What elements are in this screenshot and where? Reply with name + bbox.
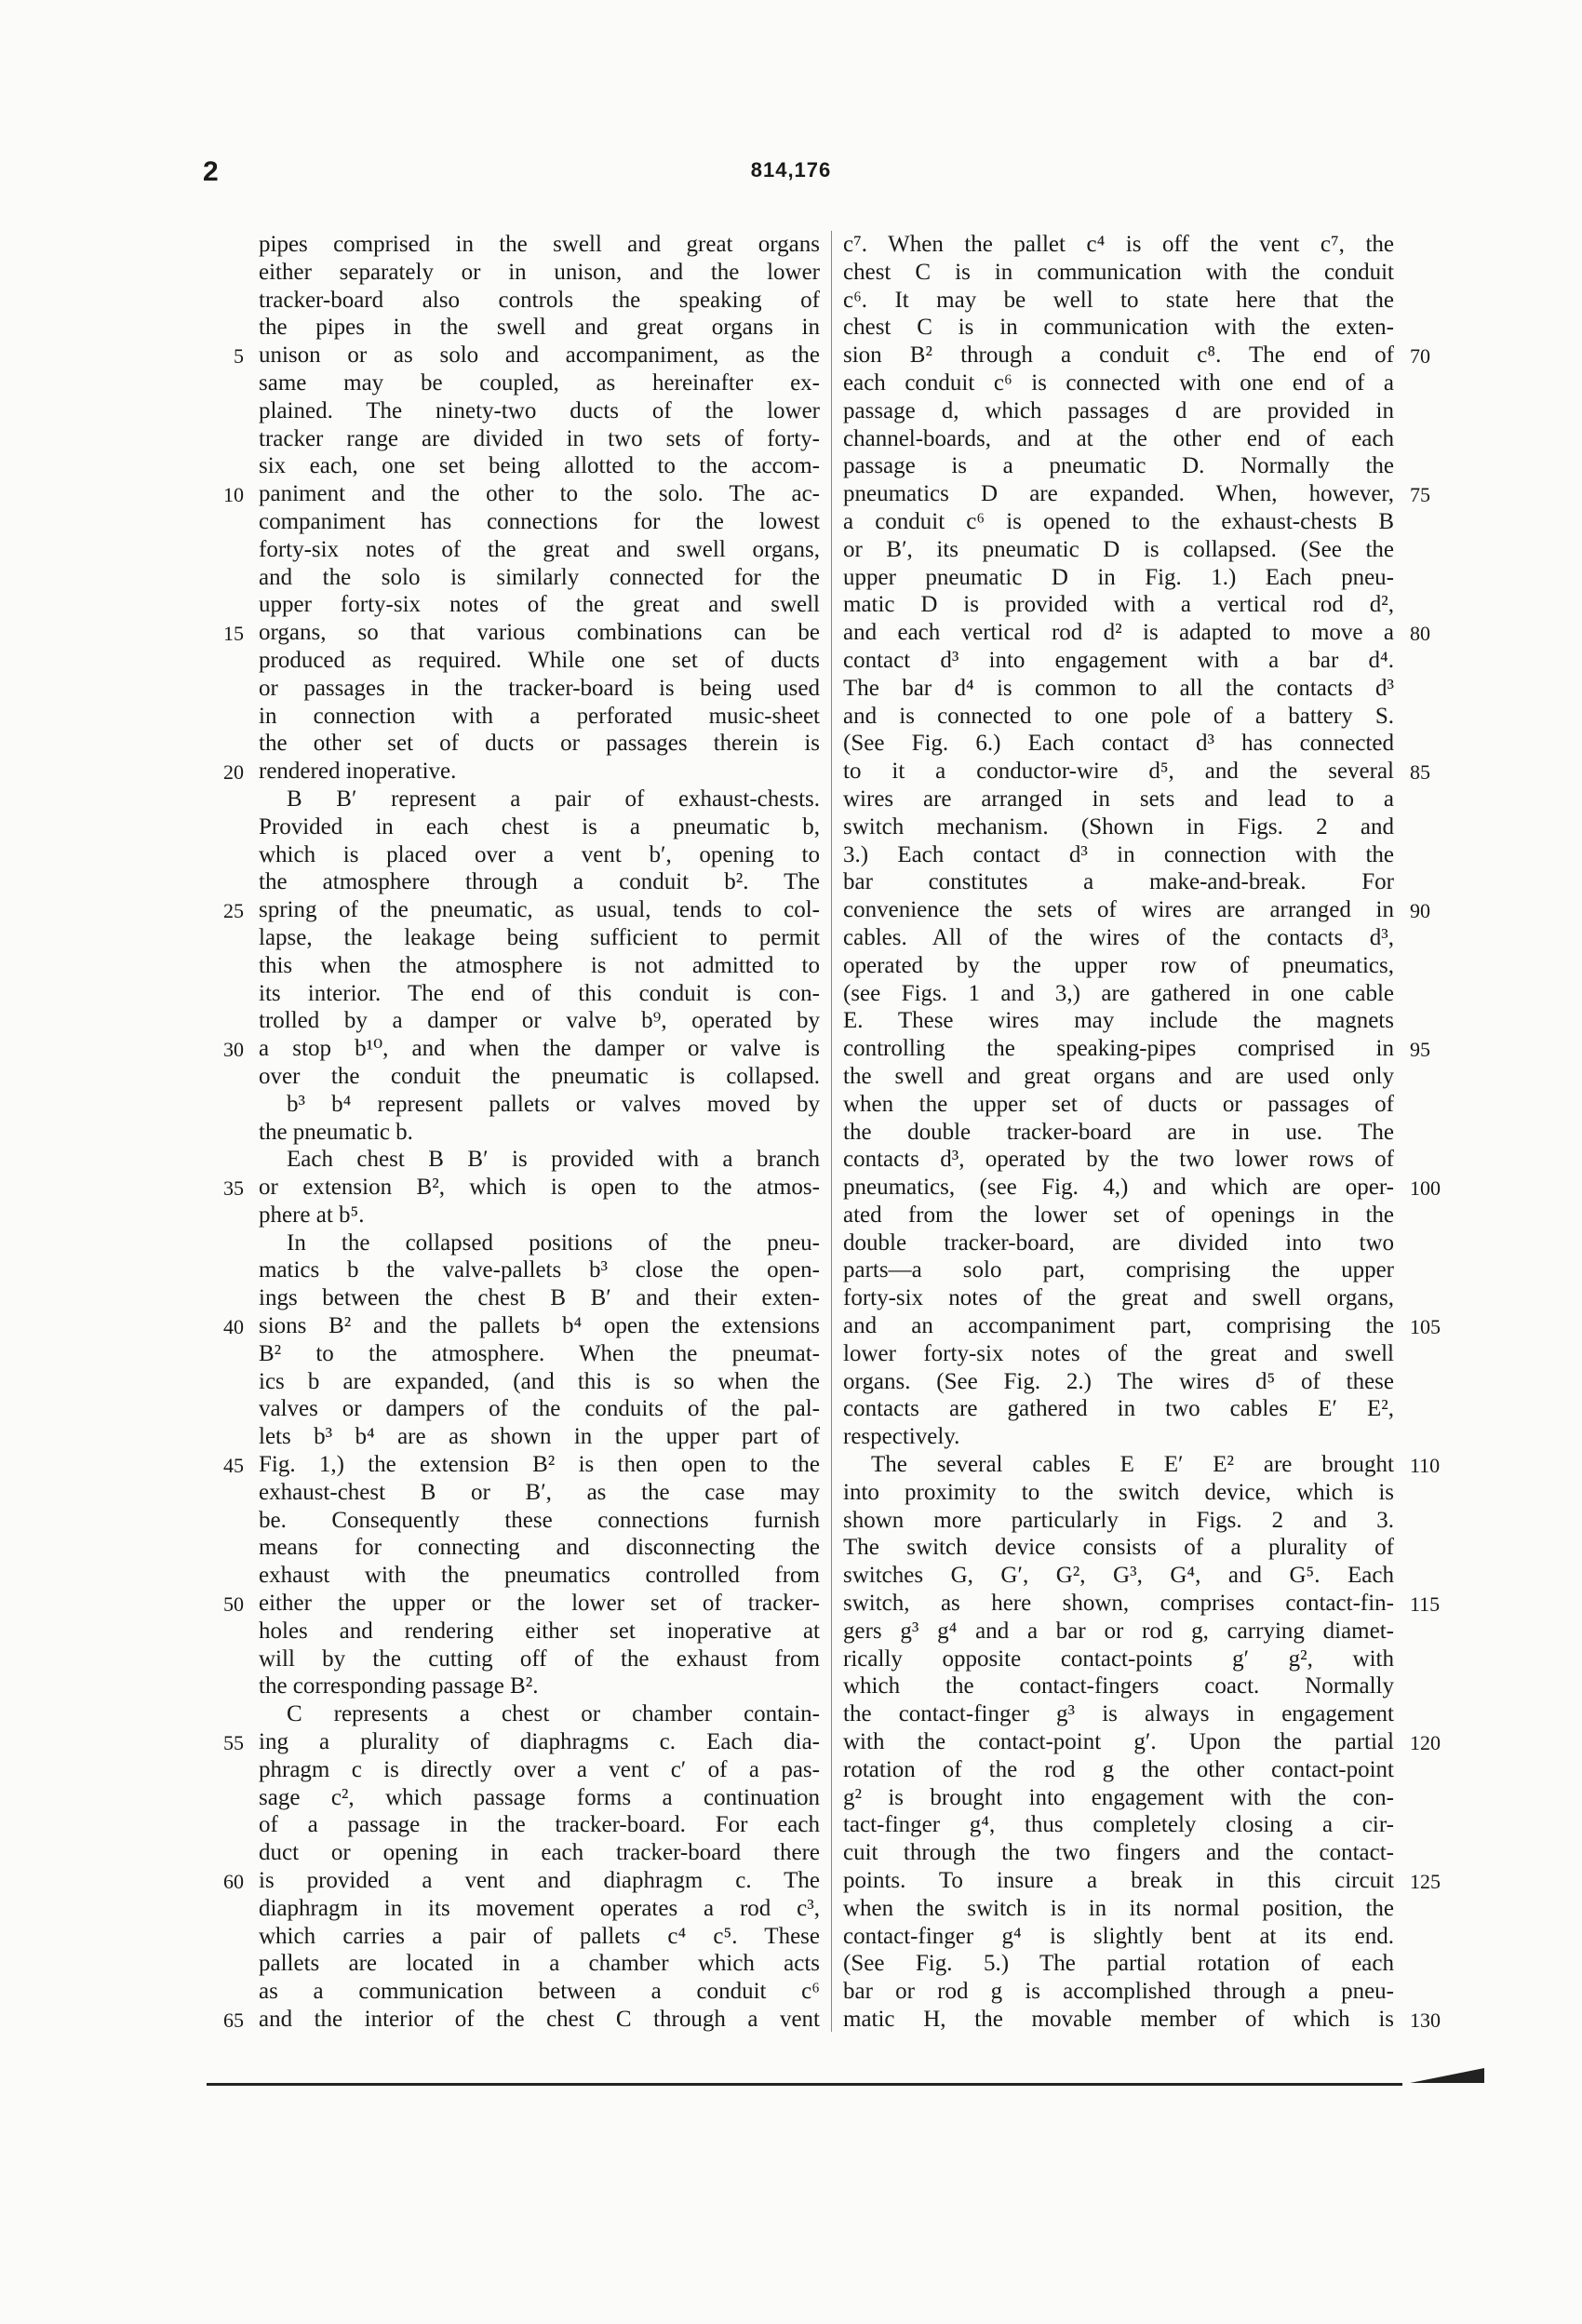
text-line: the pneumatic b. — [259, 1119, 413, 1145]
column-divider — [831, 231, 832, 2032]
line-number: 105 — [1410, 1315, 1441, 1339]
text-line: to it a conductor-wire d⁵, and the several — [843, 759, 1394, 785]
text-line: same may be coupled, as hereinafter ex- — [259, 369, 820, 396]
text-line: passage is a pneumatic D. Normally the — [843, 453, 1394, 479]
text-line: rotation of the rod g the other contact-point — [843, 1756, 1394, 1782]
line-number: 5 — [234, 344, 244, 369]
text-line: which the contact-fingers coact. Normally — [843, 1673, 1394, 1699]
text-line: points. To insure a break in this circuit — [843, 1868, 1394, 1894]
line-number: 60 — [223, 1870, 244, 1894]
text-line: sion B² through a conduit c⁸. The end of — [843, 343, 1394, 369]
text-line: tracker range are divided in two sets of forty- — [259, 425, 820, 451]
text-line: this when the atmosphere is not admitted to — [259, 952, 820, 978]
text-line: over the conduit the pneumatic is collapsed. — [259, 1063, 820, 1089]
text-line: the atmosphere through a conduit b². The — [259, 869, 820, 895]
line-number: 25 — [223, 899, 244, 923]
line-number: 65 — [223, 2008, 244, 2033]
text-line: and an accompaniment part, comprising the — [843, 1313, 1394, 1339]
text-line: or B′, its pneumatic D is collapsed. (See the — [843, 536, 1394, 562]
text-line: with the contact-point g′. Upon the partial — [843, 1729, 1394, 1755]
text-line: or extension B², which is open to the atmos- — [259, 1175, 820, 1201]
line-number: 35 — [223, 1176, 244, 1201]
text-line: operated by the upper row of pneumatics, — [843, 952, 1394, 978]
text-line: c⁷. When the pallet c⁴ is off the vent c⁷, the — [843, 232, 1394, 257]
text-line: organs, so that various combinations can be — [259, 620, 820, 646]
line-number: 120 — [1410, 1731, 1441, 1755]
text-line: pneumatics, (see Fig. 4,) and which are oper- — [843, 1175, 1394, 1201]
text-line: into proximity to the switch device, which is — [843, 1479, 1394, 1505]
text-line: switch, as here shown, comprises contact-fin- — [843, 1591, 1394, 1617]
text-line: ing a plurality of diaphragms c. Each dia- — [259, 1729, 820, 1755]
text-line: six each, one set being allotted to the accom- — [259, 453, 820, 479]
text-line: which is placed over a vent b′, opening to — [259, 841, 820, 867]
text-line: g² is brought into engagement with the con- — [843, 1784, 1394, 1810]
text-line: b³ b⁴ represent pallets or valves moved by — [287, 1091, 820, 1117]
text-line: contact-finger g⁴ is slightly bent at its end. — [843, 1923, 1394, 1949]
text-line: the other set of ducts or passages therein is — [259, 731, 820, 757]
text-line: c⁶. It may be well to state here that the — [843, 287, 1394, 313]
text-line: exhaust-chest B or B′, as the case may — [259, 1479, 820, 1505]
line-number: 125 — [1410, 1870, 1441, 1894]
text-line: valves or dampers of the conduits of the pal- — [259, 1396, 820, 1422]
text-line: companiment has connections for the lowest — [259, 508, 820, 534]
text-line: Provided in each chest is a pneumatic b, — [259, 813, 820, 840]
text-line: lapse, the leakage being sufficient to permit — [259, 924, 820, 950]
text-line: (See Fig. 5.) The partial rotation of each — [843, 1951, 1394, 1977]
line-number: 115 — [1410, 1592, 1441, 1617]
text-line: and the interior of the chest C through a vent — [259, 2007, 820, 2032]
text-line: switches G, G′, G², G³, G⁴, and G⁵. Each — [843, 1563, 1394, 1589]
text-line: matic D is provided with a vertical rod d², — [843, 592, 1394, 618]
text-line: parts—a solo part, comprising the upper — [843, 1257, 1394, 1283]
text-line: The several cables E E′ E² are brought — [871, 1452, 1394, 1478]
text-line: each conduit c⁶ is connected with one end of a — [843, 369, 1394, 396]
text-line: as a communication between a conduit c⁶ — [259, 1979, 820, 2005]
text-line: C represents a chest or chamber contain- — [287, 1701, 820, 1727]
text-line: duct or opening in each tracker-board there — [259, 1840, 820, 1866]
text-line: Fig. 1,) the extension B² is then open to the — [259, 1452, 820, 1478]
text-line: the double tracker-board are in use. The — [843, 1119, 1394, 1145]
text-line: the pipes in the swell and great organs in — [259, 315, 820, 341]
footer-rule — [207, 2083, 1402, 2086]
text-line: (see Figs. 1 and 3,) are gathered in one cable — [843, 980, 1394, 1006]
text-line: chest C is in communication with the exten- — [843, 315, 1394, 341]
text-line: and is connected to one pole of a battery S. — [843, 703, 1394, 729]
text-line: upper forty-six notes of the great and swell — [259, 592, 820, 618]
text-line: The bar d⁴ is common to all the contacts d³ — [843, 675, 1394, 701]
text-line: bar or rod g is accomplished through a pneu- — [843, 1979, 1394, 2005]
right-text-column — [843, 231, 1394, 2034]
text-line: matics b the valve-pallets b³ close the open- — [259, 1257, 820, 1283]
text-line: trolled by a damper or valve b⁹, operated by — [259, 1008, 820, 1034]
text-line: matic H, the movable member of which is — [843, 2007, 1394, 2032]
text-line: a conduit c⁶ is opened to the exhaust-chests B — [843, 508, 1394, 534]
text-line: produced as required. While one set of ducts — [259, 647, 820, 673]
line-number: 95 — [1410, 1038, 1430, 1062]
text-line: contacts d³, operated by the two lower rows of — [843, 1147, 1394, 1173]
text-line: bar constitutes a make-and-break. For — [843, 869, 1394, 895]
text-line: or passages in the tracker-board is being used — [259, 675, 820, 701]
text-line: (See Fig. 6.) Each contact d³ has connected — [843, 731, 1394, 757]
page-number: 2 — [203, 156, 219, 187]
text-line: lets b³ b⁴ are as shown in the upper part of — [259, 1424, 820, 1450]
text-line: means for connecting and disconnecting the — [259, 1535, 820, 1561]
text-line: of a passage in the tracker-board. For each — [259, 1812, 820, 1838]
text-line: organs. (See Fig. 2.) The wires d⁵ of these — [843, 1368, 1394, 1394]
text-line: shown more particularly in Figs. 2 and 3. — [843, 1507, 1394, 1533]
text-line: is provided a vent and diaphragm c. The — [259, 1868, 820, 1894]
text-line: forty-six notes of the great and swell organs, — [259, 536, 820, 562]
line-number: 100 — [1410, 1176, 1441, 1201]
text-line: either separately or in unison, and the lower — [259, 259, 820, 285]
text-line: Each chest B B′ is provided with a branch — [287, 1147, 820, 1173]
text-line: sions B² and the pallets b⁴ open the extensions — [259, 1313, 820, 1339]
text-line: be. Consequently these connections furnish — [259, 1507, 820, 1533]
text-line: rically opposite contact-points g′ g², with — [843, 1646, 1394, 1672]
text-line: and the solo is similarly connected for the — [259, 564, 820, 590]
text-line: in connection with a perforated music-sheet — [259, 703, 820, 729]
line-number: 85 — [1410, 760, 1430, 785]
line-number: 75 — [1410, 483, 1430, 507]
text-line: the swell and great organs and are used only — [843, 1063, 1394, 1089]
line-number: 10 — [223, 483, 244, 507]
text-line: either the upper or the lower set of tracker- — [259, 1591, 820, 1617]
text-line: when the upper set of ducts or passages of — [843, 1091, 1394, 1117]
text-line: phere at b⁵. — [259, 1202, 365, 1228]
text-line: The switch device consists of a plurality of — [843, 1535, 1394, 1561]
text-line: diaphragm in its movement operates a rod c³, — [259, 1895, 820, 1921]
text-line: ings between the chest B B′ and their exten- — [259, 1285, 820, 1311]
text-line: holes and rendering either set inoperative at — [259, 1618, 820, 1644]
line-number: 50 — [223, 1592, 244, 1617]
text-line: B B′ represent a pair of exhaust-chests. — [287, 786, 820, 812]
line-number: 30 — [223, 1038, 244, 1062]
text-line: cables. All of the wires of the contacts d³, — [843, 924, 1394, 950]
text-line: pipes comprised in the swell and great organs — [259, 232, 820, 257]
line-number: 110 — [1410, 1454, 1441, 1478]
text-line: B² to the atmosphere. When the pneumat- — [259, 1340, 820, 1366]
line-number: 45 — [223, 1454, 244, 1478]
text-line: phragm c is directly over a vent c′ of a pas- — [259, 1756, 820, 1782]
text-line: gers g³ g⁴ and a bar or rod g, carrying diamet- — [843, 1618, 1394, 1644]
text-line: paniment and the other to the solo. The ac- — [259, 481, 820, 507]
text-line: wires are arranged in sets and lead to a — [843, 786, 1394, 812]
text-line: upper pneumatic D in Fig. 1.) Each pneu- — [843, 564, 1394, 590]
patent-number: 814,176 — [750, 158, 832, 181]
text-line: lower forty-six notes of the great and swell — [843, 1340, 1394, 1366]
footer-mark — [1410, 2068, 1484, 2083]
text-line: passage d, which passages d are provided in — [843, 397, 1394, 423]
text-line: tact-finger g⁴, thus completely closing a cir- — [843, 1812, 1394, 1838]
text-line: double tracker-board, are divided into two — [843, 1229, 1394, 1256]
text-line: the contact-finger g³ is always in engagement — [843, 1701, 1394, 1727]
text-line: ated from the lower set of openings in the — [843, 1202, 1394, 1228]
text-line: pneumatics D are expanded. When, however, — [843, 481, 1394, 507]
line-number: 55 — [223, 1731, 244, 1755]
text-line: contact d³ into engagement with a bar d⁴. — [843, 647, 1394, 673]
text-line: plained. The ninety-two ducts of the lower — [259, 397, 820, 423]
text-line: convenience the sets of wires are arranged in — [843, 897, 1394, 923]
text-line: contacts are gathered in two cables E′ E², — [843, 1396, 1394, 1422]
line-number: 130 — [1410, 2008, 1441, 2033]
text-line: 3.) Each contact d³ in connection with the — [843, 841, 1394, 867]
text-line: exhaust with the pneumatics controlled from — [259, 1563, 820, 1589]
text-line: when the switch is in its normal position, the — [843, 1895, 1394, 1921]
text-line: respectively. — [843, 1424, 960, 1450]
text-line: will by the cutting off of the exhaust from — [259, 1646, 820, 1672]
line-number: 20 — [223, 760, 244, 785]
text-line: ics b are expanded, (and this is so when the — [259, 1368, 820, 1394]
text-line: channel-boards, and at the other end of each — [843, 425, 1394, 451]
text-line: sage c², which passage forms a continuation — [259, 1784, 820, 1810]
text-line: cuit through the two fingers and the contact- — [843, 1840, 1394, 1866]
text-line: spring of the pneumatic, as usual, tends to col- — [259, 897, 820, 923]
text-line: and each vertical rod d² is adapted to move a — [843, 620, 1394, 646]
line-number: 90 — [1410, 899, 1430, 923]
line-number: 15 — [223, 622, 244, 646]
text-line: its interior. The end of this conduit is con- — [259, 980, 820, 1006]
text-line: controlling the speaking-pipes comprised in — [843, 1036, 1394, 1062]
text-line: switch mechanism. (Shown in Figs. 2 and — [843, 813, 1394, 840]
text-line: which carries a pair of pallets c⁴ c⁵. These — [259, 1923, 820, 1949]
line-number: 40 — [223, 1315, 244, 1339]
text-line: pallets are located in a chamber which acts — [259, 1951, 820, 1977]
text-line: E. These wires may include the magnets — [843, 1008, 1394, 1034]
text-line: rendered inoperative. — [259, 759, 457, 785]
text-line: the corresponding passage B². — [259, 1673, 539, 1699]
text-line: a stop b¹⁰, and when the damper or valve is — [259, 1036, 820, 1062]
text-line: chest C is in communication with the conduit — [843, 259, 1394, 285]
text-line: unison or as solo and accompaniment, as the — [259, 343, 820, 369]
text-line: forty-six notes of the great and swell organs, — [843, 1285, 1394, 1311]
text-line: In the collapsed positions of the pneu- — [287, 1229, 820, 1256]
line-number: 80 — [1410, 622, 1430, 646]
line-number: 70 — [1410, 344, 1430, 369]
text-line: tracker-board also controls the speaking of — [259, 287, 820, 313]
left-text-column — [259, 231, 820, 2034]
